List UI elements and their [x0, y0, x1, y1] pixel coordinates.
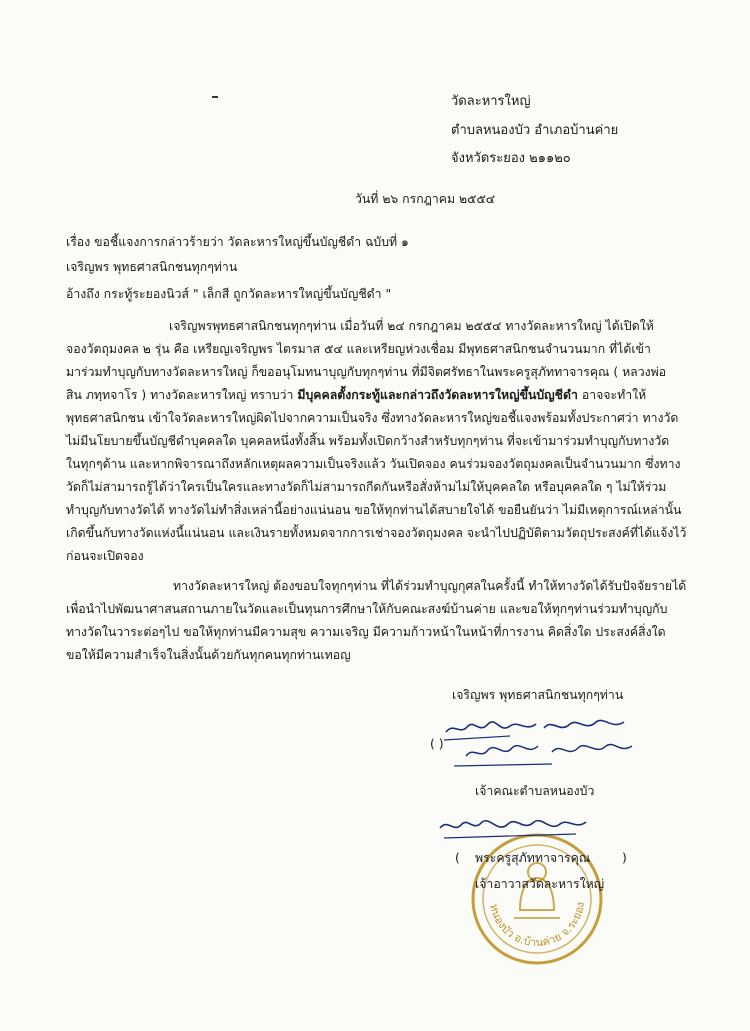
letter-subject: เรื่อง ขอชี้แจงการกล่าวร้ายว่า วัดละหารใหญ่ขึ้นบัญชีดำ ฉบับที่ ๑ — [66, 235, 409, 249]
para1-line: ไม่มีนโยบายขึ้นบัญชีดำบุคคลใด บุคคลหนึ่งทั้งสิ้น พร้อมทั้งเปิดกว้างสำหรับทุกๆท่าน ที่จะเข้ามาร่วมทำบุญกับทางวัด — [66, 434, 670, 448]
paper-speck — [212, 96, 218, 98]
signature-2-paren-close: ) — [622, 851, 627, 865]
para1-line: ในทุกๆด้าน และหากพิจารณาถึงหลักเหตุผลความเป็นจริงแล้ว วันเปิดจอง คนร่วมจองวัตถุมงคลเป็นจำนวนมาก ซึ่งทาง — [66, 457, 681, 471]
para1-line-post: อาจจะทำให้ — [577, 388, 647, 402]
para2-line: ทางวัดละหารใหญ่ ต้องขอบใจทุกๆท่าน ที่ได้ร่วมทำบุญกุศลในครั้งนี้ ทำให้ทางวัดได้รับปัจจัยรายได้ — [173, 579, 687, 593]
para1-line: มาร่วมทำบุญกับทางวัดละหารใหญ่ ก็ขออนุโมทนาบุญกับทุกๆท่าน ที่มีจิตศรัทธาในพระครูสุภัททาจารคุณ ( หลวงพ่อ — [66, 365, 667, 379]
letter-closing: เจริญพร พุทธศาสนิกชนทุกๆท่าน — [452, 688, 624, 702]
signature-2-name: พระครูสุภัททาจารคุณ — [475, 851, 591, 865]
para1-line: จองวัตถุมงคล ๒ รุ่น คือ เหรียญเจริญพร ไตรมาส ๕๔ และเหรียญห่วงเชื่อม มีพุทธศาสนิกชนจำนวนมาก ที่ได้เข้า — [66, 342, 651, 356]
para1-bold-claim: มีบุคคลตั้งกระทู้และกล่าวถึงวัดละหารใหญ่ขึ้นบัญชีดำ — [297, 388, 578, 402]
signature-1-parentheses: ( ) — [430, 737, 444, 751]
signature-2-handwriting — [436, 812, 596, 852]
signature-2-title: เจ้าอาวาสวัดละหารใหญ่ — [475, 877, 605, 891]
para1-line: ทำบุญกับทางวัดได้ ทางวัดไม่ทำสิ่งเหล่านี้อย่างแน่นอน ขอให้ทุกท่านได้สบายใจได้ ขอยืนยันว่า ไม่มีเหตุการณ์เหล่านั้น — [66, 503, 682, 517]
address-line-3: จังหวัดระยอง ๒๑๑๒๐ — [451, 151, 571, 166]
address-line-1: วัดละหารใหญ่ — [451, 94, 531, 109]
para1-line: วัดก็ไม่สามารถรู้ได้ว่าใครเป็นใครและทางวัดก็ไม่สามารถกีดกันหรือสั่งห้ามไม่ให้บุคคลใด หรือบุคคลใด ๆ ไม่ให้ร่วม — [66, 480, 667, 494]
para2-line: เพื่อนำไปพัฒนาศาสนสถานภายในวัดและเป็นทุนการศึกษาให้กับคณะสงฆ์บ้านค่าย และขอให้ทุกๆท่านร่วมทำบุญกับ — [66, 602, 668, 616]
address-line-2: ตำบลหนองบัว อำเภอบ้านค่าย — [451, 123, 619, 138]
svg-text:หนองบัว อ.บ้านค่าย จ.ระยอง: หนองบัว อ.บ้านค่าย จ.ระยอง — [487, 901, 587, 950]
para1-line: เจริญพรพุทธศาสนิกชนทุกๆท่าน เมื่อวันที่ ๒๔ กรกฎาคม ๒๕๕๔ ทางวัดละหารใหญ่ ได้เปิดให้ — [169, 319, 654, 333]
para1-line: พุทธศาสนิกชน เข้าใจวัดละหารใหญ่ผิดไปจากความเป็นจริง ซึ่งทางวัดละหารใหญ่ขอชี้แจงพร้อมทั้งประกาศว่า ทางวัด — [66, 411, 679, 425]
para1-line: ก่อนจะเปิดจอง — [66, 549, 144, 563]
letter-date: วันที่ ๒๖ กรกฎาคม ๒๕๕๔ — [355, 192, 496, 206]
letter-reference: อ้างถึง กระทู้ระยองนิวส์ " เล็กสี ถูกวัดละหารใหญ่ขึ้นบัญชีดำ " — [66, 287, 392, 301]
para2-line: ขอให้มีความสำเร็จในสิ่งนั้นด้วยกันทุกคนทุกท่านเทอญ — [66, 648, 351, 662]
signature-1-handwriting — [440, 710, 660, 772]
letter-salutation: เจริญพร พุทธศาสนิกชนทุกๆท่าน — [66, 260, 238, 274]
signature-1-title: เจ้าคณะตำบลหนองบัว — [475, 784, 595, 798]
para1-line-pre: สิน ภทฺทจาโร ) ทางวัดละหารใหญ่ ทราบว่า — [66, 388, 298, 402]
para1-line-emphasis — [66, 387, 646, 403]
para1-line: เกิดขึ้นกับทางวัดแห่งนี้แน่นอน และเงินรายทั้งหมดจากการเช่าจองวัตถุมงคล จะนำไปปฏิบัติตามวัตถุประสงค์ที่ได้แจ้งไว้ — [66, 526, 687, 540]
para2-line: ทางวัดในวาระต่อๆไป ขอให้ทุกท่านมีความสุข ความเจริญ มีความก้าวหน้าในหน้าที่การงาน คิดสิ่งใด ประสงค์สิ่งใด — [66, 625, 666, 639]
signature-2-paren-open: ( — [455, 851, 460, 865]
